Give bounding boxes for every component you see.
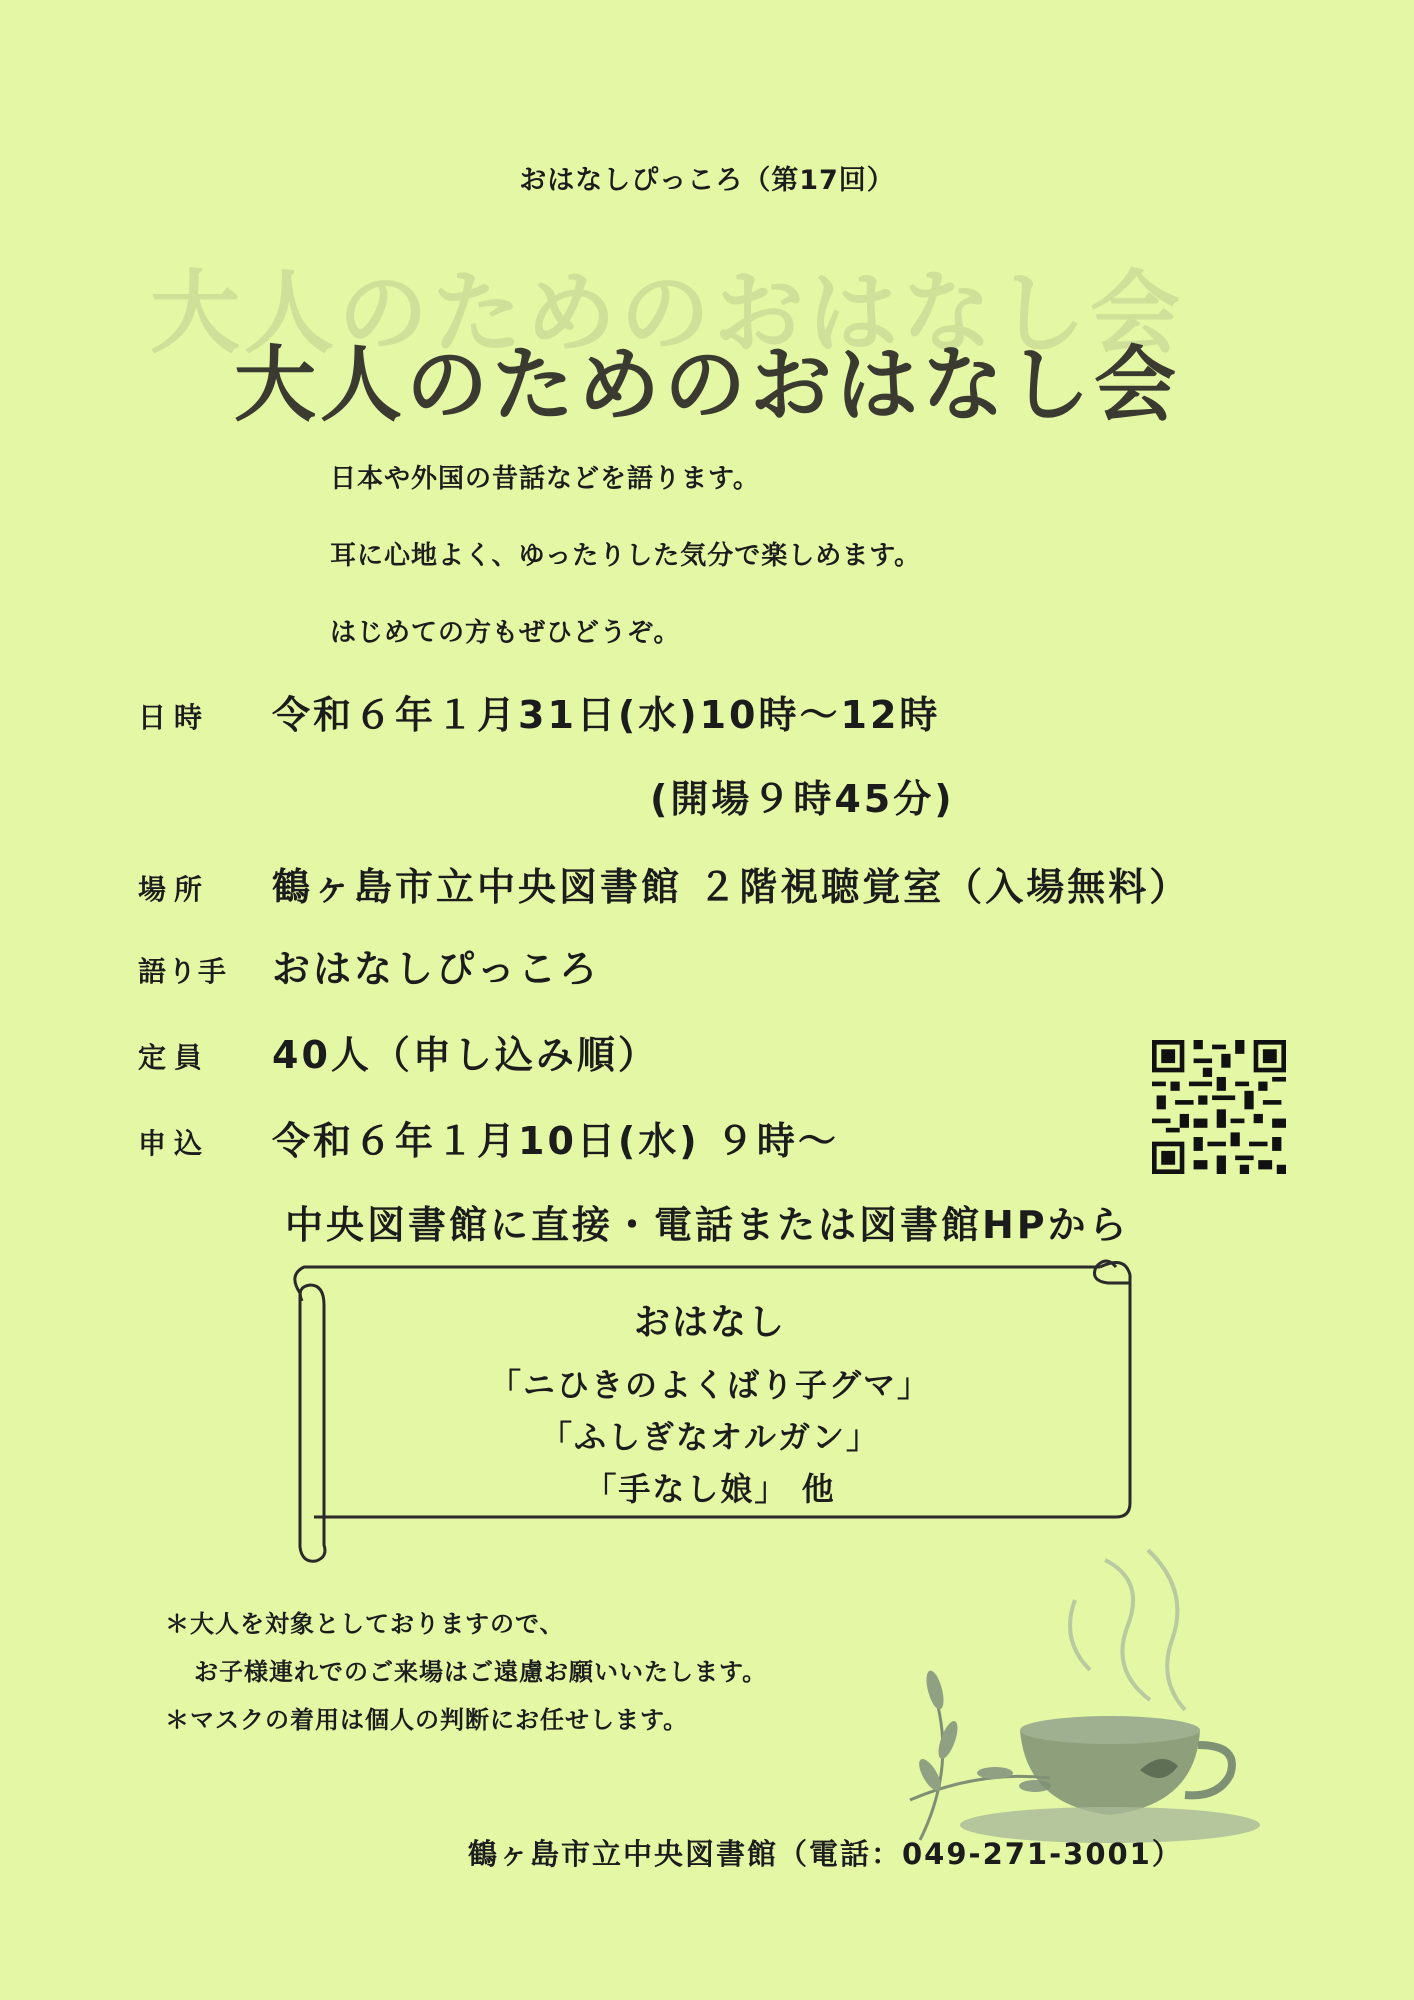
note-line-3: ＊マスクの着用は個人の判断にお任せします。	[165, 1706, 689, 1734]
tea-cup-icon	[900, 1540, 1280, 1870]
footer-contact: 鶴ヶ島市立中央図書館（電話：049-271-3001）	[468, 1837, 1183, 1871]
intro-line-3: はじめての方もぜひどうぞ。	[330, 618, 681, 648]
title-watermark: 大人のためのおはなし会	[150, 261, 1184, 366]
story-title-1: 「ニひきのよくばり子グマ」	[488, 1366, 931, 1404]
capacity-value: 40人（申し込み順）	[272, 1033, 659, 1077]
teller-label: 語り手	[138, 955, 229, 988]
intro-line-1: 日本や外国の昔話などを語ります。	[330, 464, 760, 494]
datetime-label: 日時	[138, 701, 211, 734]
series-label: おはなしぴっころ（第17回）	[519, 165, 895, 196]
program-heading: おはなし	[633, 1302, 786, 1343]
teller-value: おはなしぴっころ	[272, 947, 601, 991]
place-value: 鶴ヶ島市立中央図書館 ２階視聴覚室（入場無料）	[272, 865, 1191, 909]
intro-line-2: 耳に心地よく、ゆったりした気分で楽しめます。	[330, 541, 922, 571]
apply-value: 令和６年１月10日(水) ９時～	[272, 1119, 839, 1163]
datetime-value: 令和６年１月31日(水)10時～12時	[272, 693, 941, 737]
note-line-2: お子様連れでのご来場はご遠慮お願いいたします。	[194, 1658, 768, 1686]
capacity-label: 定員	[138, 1041, 211, 1074]
story-title-3: 「手なし娘」 他	[584, 1470, 836, 1508]
apply-method: 中央図書館に直接・電話または図書館HPから	[285, 1203, 1130, 1247]
opening-time: (開場９時45分)	[650, 777, 955, 821]
apply-label: 申込	[138, 1127, 211, 1160]
note-line-1: ＊大人を対象としておりますので、	[165, 1610, 565, 1638]
page-title: 大人のためのおはなし会	[233, 338, 1180, 433]
place-label: 場所	[138, 873, 211, 906]
qr-code-icon[interactable]	[1152, 1040, 1286, 1174]
story-title-2: 「ふしぎなオルガン」	[539, 1418, 880, 1456]
